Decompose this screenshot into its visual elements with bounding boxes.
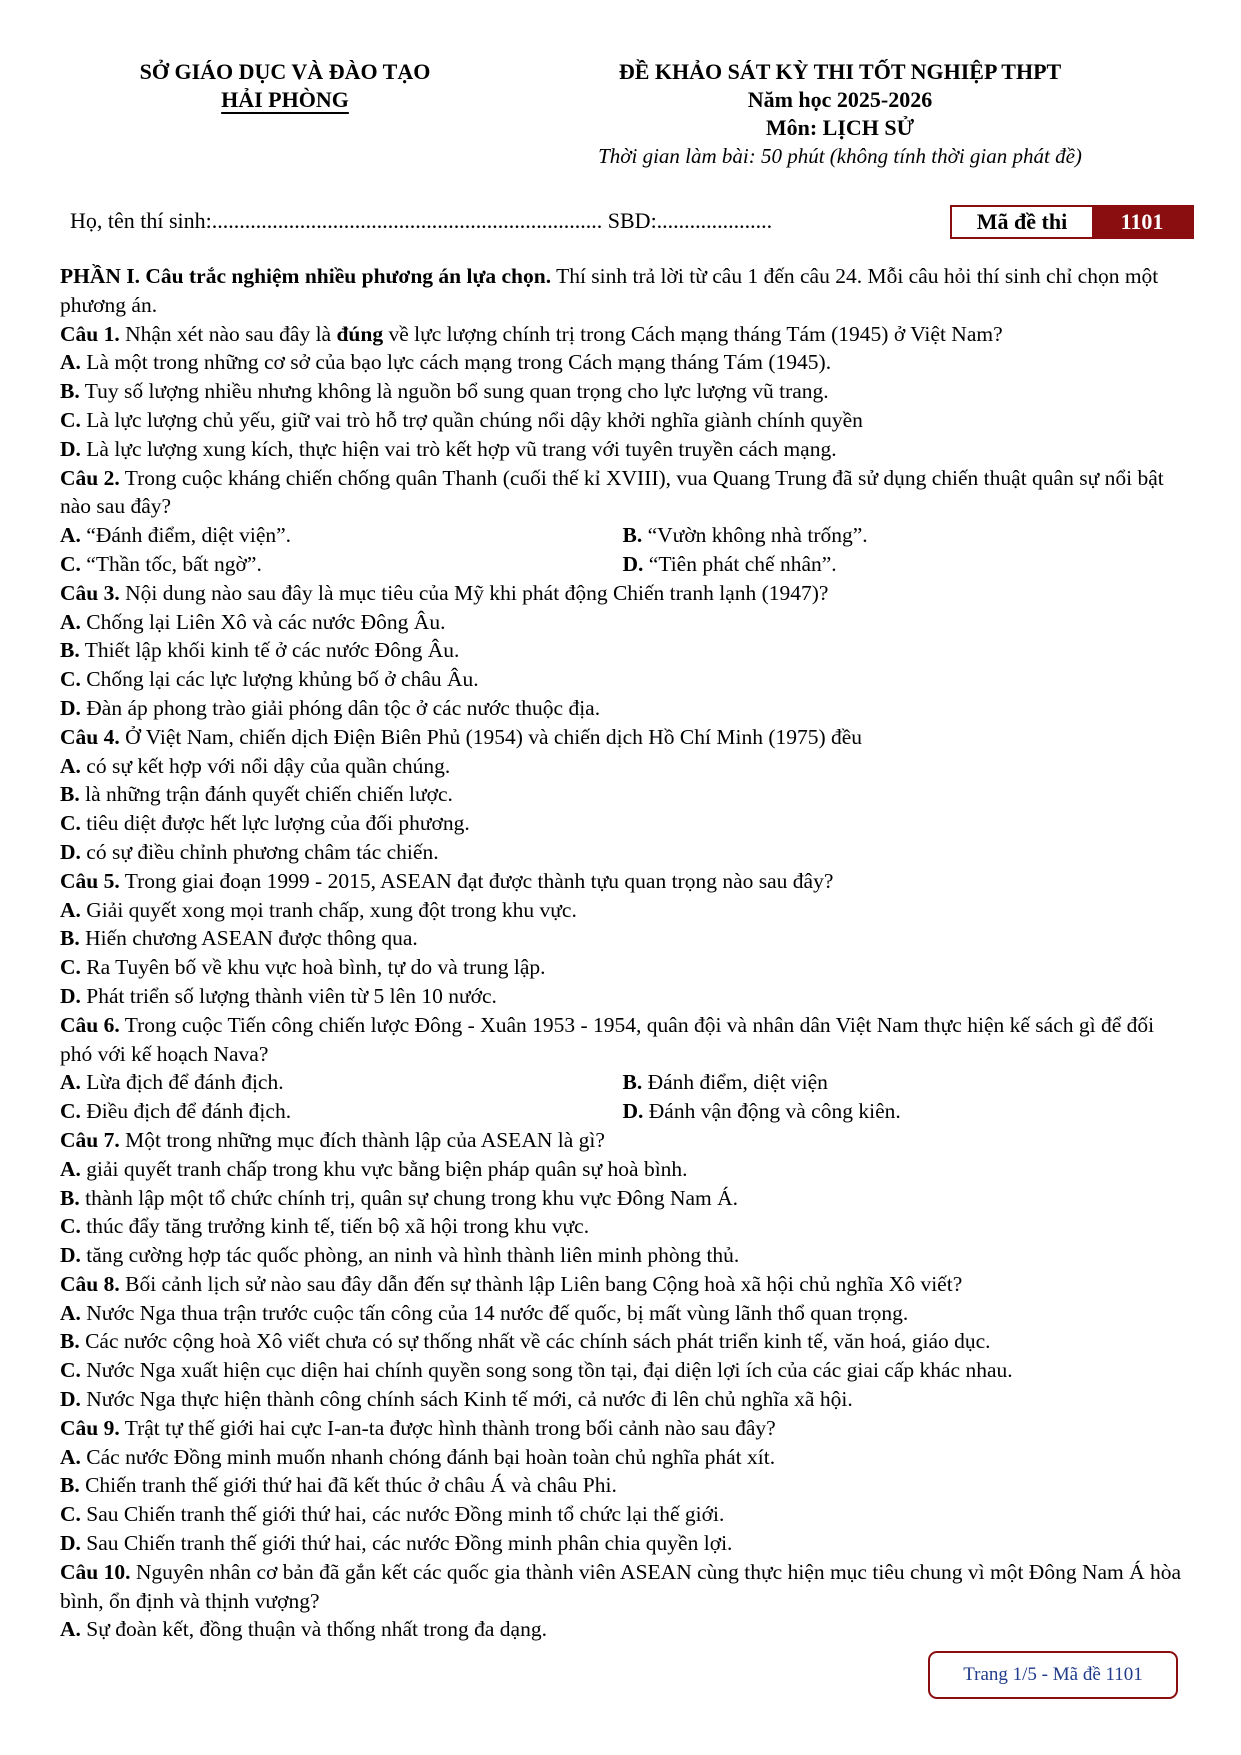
question-text: Bối cảnh lịch sử nào sau đây dẫn đến sự thành lập Liên bang Cộng hoà xã hội chủ nghĩa Xô viết?: [119, 1271, 963, 1296]
question-text: về lực lượng chính trị trong Cách mạng tháng Tám (1945) ở Việt Nam?: [383, 321, 1003, 346]
option-key: D.: [60, 1243, 81, 1268]
option: [60, 1385, 1185, 1414]
option-key: C.: [60, 811, 81, 836]
option-row: [60, 521, 1185, 550]
question-text: Trật tự thế giới hai cực I-an-ta được hình thành trong bối cảnh nào sau đây?: [119, 1415, 776, 1440]
option-text: Tuy số lượng nhiều nhưng không là nguồn bổ sung quan trọng cho lực lượng vũ trang.: [79, 379, 829, 404]
option-key: B.: [60, 1473, 80, 1498]
option: [60, 348, 1185, 377]
option-text: tăng cường hợp tác quốc phòng, an ninh và hình thành liên minh phòng thủ.: [80, 1243, 740, 1268]
option-text: Chống lại Liên Xô và các nước Đông Âu.: [80, 609, 446, 634]
option-key: D.: [60, 436, 81, 461]
option: [60, 1184, 1185, 1213]
option-key: A.: [60, 1617, 81, 1642]
option-text: thúc đẩy tăng trưởng kinh tế, tiến bộ xã hội trong khu vực.: [80, 1214, 590, 1239]
option: [60, 608, 1185, 637]
question-8: [60, 1270, 1185, 1299]
option: [60, 377, 1185, 406]
option-key: C.: [60, 667, 81, 692]
option-text: Nước Nga thực hiện thành công chính sách Kinh tế mới, cả nước đi lên chủ nghĩa xã hội.: [80, 1387, 853, 1412]
option-text: tiêu diệt được hết lực lượng của đối phương.: [80, 811, 470, 836]
option-text: thành lập một tổ chức chính trị, quân sự chung trong khu vực Đông Nam Á.: [79, 1185, 739, 1210]
option: [60, 1443, 1185, 1472]
option-key: B.: [622, 1070, 643, 1095]
option-row: [60, 550, 1185, 579]
option-text: Đàn áp phong trào giải phóng dân tộc ở các nước thuộc địa.: [80, 695, 601, 720]
exam-code-label: Mã đề thi: [952, 207, 1092, 237]
option-key: D.: [622, 551, 644, 576]
exam-header: [560, 58, 1120, 170]
candidate-info-line: Họ, tên thí sinh:....................................................................... SBD:.....................: [70, 208, 773, 233]
option: [60, 636, 1185, 665]
option-key: B.: [60, 638, 80, 663]
option: [60, 521, 623, 550]
option-key: B.: [60, 1329, 80, 1354]
option-row: [60, 1097, 1185, 1126]
option-text: Hiến chương ASEAN được thông qua.: [79, 926, 418, 951]
option-row: [60, 1068, 1185, 1097]
option-text: Nước Nga xuất hiện cục diện hai chính quyền song song tồn tại, đại diện lợi ích của các giai cấp khác nhau.: [80, 1358, 1013, 1383]
question-label: Câu 9.: [60, 1415, 120, 1440]
option-text: Chiến tranh thế giới thứ hai đã kết thúc ở châu Á và châu Phi.: [79, 1473, 617, 1498]
option-key: A.: [60, 1156, 81, 1181]
option-text: “Thần tốc, bất ngờ”.: [80, 551, 262, 576]
option-text: Đánh vận động và công kiên.: [643, 1099, 901, 1124]
option-text: có sự điều chỉnh phương châm tác chiến.: [80, 839, 439, 864]
question-text: Ở Việt Nam, chiến dịch Điện Biên Phủ (1954) và chiến dịch Hồ Chí Minh (1975) đều: [119, 724, 863, 749]
option-text: “Đánh điểm, diệt viện”.: [80, 523, 292, 548]
question-2: [60, 464, 1185, 522]
option: [60, 1299, 1185, 1328]
option-text: Sau Chiến tranh thế giới thứ hai, các nước Đồng minh phân chia quyền lợi.: [80, 1531, 733, 1556]
option-text: “Tiên phát chế nhân”.: [643, 551, 837, 576]
option-text: Sau Chiến tranh thế giới thứ hai, các nước Đồng minh tổ chức lại thế giới.: [80, 1502, 725, 1527]
option: [60, 1615, 1185, 1644]
option-text: có sự kết hợp với nổi dậy của quần chúng.: [80, 753, 451, 778]
department-city: HẢI PHÒNG: [221, 87, 349, 112]
question-label: Câu 1.: [60, 321, 120, 346]
department-header: [100, 58, 470, 114]
option: [60, 406, 1185, 435]
option: [60, 1155, 1185, 1184]
option-text: Là lực lượng chủ yếu, giữ vai trò hỗ trợ quần chúng nổi dậy khởi nghĩa giành chính quyền: [80, 407, 863, 432]
option: [623, 1068, 1186, 1097]
question-text: Trong cuộc kháng chiến chống quân Thanh (cuối thế kỉ XVIII), vua Quang Trung đã sử dụng chiến thuật quân sự nổi bật nào sau đây?: [60, 465, 1164, 519]
option-key: A.: [60, 523, 81, 548]
option-key: C.: [60, 407, 81, 432]
option: [60, 665, 1185, 694]
part-instruction-text: Thí sinh trả lời từ câu 1 đến câu 24. Mỗi câu hỏi thí sinh chỉ chọn một phương án.: [60, 264, 1159, 317]
option: [60, 550, 623, 579]
option-key: A.: [60, 1300, 81, 1325]
question-1: [60, 320, 1185, 349]
question-label: Câu 6.: [60, 1012, 120, 1037]
option: [60, 1529, 1185, 1558]
part-instruction: [60, 262, 1185, 320]
option-key: C.: [60, 955, 81, 980]
option-text: Phát triển số lượng thành viên từ 5 lên 10 nước.: [80, 983, 497, 1008]
option-text: Giải quyết xong mọi tranh chấp, xung đột trong khu vực.: [80, 897, 577, 922]
option-text: Lừa địch để đánh địch.: [80, 1070, 284, 1095]
option-text: Các nước Đồng minh muốn nhanh chóng đánh bại hoàn toàn chủ nghĩa phát xít.: [80, 1444, 776, 1469]
question-text: Trong cuộc Tiến công chiến lược Đông - Xuân 1953 - 1954, quân đội và nhân dân Việt Nam thực hiện kế sách gì để đối phó với kế hoạch Nava?: [60, 1012, 1155, 1066]
option-key: A.: [60, 1070, 81, 1095]
option-text: Là một trong những cơ sở của bạo lực cách mạng trong Cách mạng tháng Tám (1945).: [80, 350, 832, 375]
question-label: Câu 2.: [60, 465, 120, 490]
option-key: D.: [622, 1099, 644, 1124]
part-title: PHẦN I. Câu trắc nghiệm nhiều phương án lựa chọn.: [60, 264, 552, 288]
option-key: D.: [60, 839, 81, 864]
option: [60, 809, 1185, 838]
option-key: A.: [60, 609, 81, 634]
question-text: Nội dung nào sau đây là mục tiêu của Mỹ khi phát động Chiến tranh lạnh (1947)?: [119, 580, 829, 605]
option-text: là những trận đánh quyết chiến chiến lược.: [79, 782, 453, 807]
option: [60, 1241, 1185, 1270]
option-text: Là lực lượng xung kích, thực hiện vai trò kết hợp vũ trang với tuyên truyền cách mạng.: [80, 436, 837, 461]
time-note: Thời gian làm bài: 50 phút (không tính thời gian phát đề): [598, 144, 1082, 168]
option-text: Điều địch để đánh địch.: [80, 1099, 292, 1124]
option-key: B.: [60, 926, 80, 951]
option-text: giải quyết tranh chấp trong khu vực bằng biện pháp quân sự hoà bình.: [80, 1156, 688, 1181]
question-text: Nhận xét nào sau đây là: [119, 321, 337, 346]
question-emphasis: đúng: [336, 321, 384, 346]
option-key: B.: [60, 782, 80, 807]
option-text: Ra Tuyên bố về khu vực hoà bình, tự do và trung lập.: [80, 955, 546, 980]
option-text: Nước Nga thua trận trước cuộc tấn công của 14 nước đế quốc, bị mất vùng lãnh thổ quan trọng.: [80, 1300, 909, 1325]
option-text: Chống lại các lực lượng khủng bố ở châu Âu.: [80, 667, 479, 692]
option: [60, 1068, 623, 1097]
option-key: A.: [60, 897, 81, 922]
option-text: Thiết lập khối kinh tế ở các nước Đông Âu.: [79, 638, 460, 663]
question-label: Câu 8.: [60, 1271, 120, 1296]
question-3: [60, 579, 1185, 608]
department-name: SỞ GIÁO DỤC VÀ ĐÀO TẠO: [139, 59, 431, 84]
option: [60, 1356, 1185, 1385]
option-text: Sự đoàn kết, đồng thuận và thống nhất trong đa dạng.: [80, 1617, 547, 1642]
question-label: Câu 7.: [60, 1127, 120, 1152]
option: [60, 838, 1185, 867]
option-text: Đánh điểm, diệt viện: [642, 1070, 828, 1095]
question-label: Câu 3.: [60, 580, 120, 605]
option: [623, 521, 1186, 550]
option-key: A.: [60, 1444, 81, 1469]
question-label: Câu 5.: [60, 868, 120, 893]
question-text: Một trong những mục đích thành lập của ASEAN là gì?: [119, 1127, 605, 1152]
option-key: C.: [60, 1214, 81, 1239]
option-key: D.: [60, 1531, 81, 1556]
option: [60, 694, 1185, 723]
exam-code-value: 1101: [1092, 207, 1192, 237]
option-key: A.: [60, 350, 81, 375]
option: [623, 1097, 1186, 1126]
option-key: B.: [622, 523, 643, 548]
option: [60, 1097, 623, 1126]
question-label: Câu 10.: [60, 1559, 131, 1584]
question-9: [60, 1414, 1185, 1443]
option: [60, 896, 1185, 925]
option: [60, 1212, 1185, 1241]
option-key: B.: [60, 1185, 80, 1210]
question-7: [60, 1126, 1185, 1155]
option: [60, 780, 1185, 809]
option: [623, 550, 1186, 579]
option: [60, 924, 1185, 953]
exam-code-box: [950, 205, 1194, 239]
option: [60, 1500, 1185, 1529]
option-key: D.: [60, 695, 81, 720]
option-key: A.: [60, 753, 81, 778]
question-6: [60, 1011, 1185, 1069]
exam-content: [60, 262, 1185, 1644]
page-footer: Trang 1/5 - Mã đề 1101: [928, 1651, 1178, 1699]
option-text: Các nước cộng hoà Xô viết chưa có sự thống nhất về các chính sách phát triển kinh tế, văn hoá, giáo dục.: [79, 1329, 991, 1354]
option: [60, 435, 1185, 464]
question-text: Nguyên nhân cơ bản đã gắn kết các quốc gia thành viên ASEAN cùng thực hiện mục tiêu chung vì một Đông Nam Á hòa bình, ổn định và thịnh vượng?: [60, 1559, 1182, 1613]
option-text: “Vườn không nhà trống”.: [642, 523, 868, 548]
option-key: C.: [60, 1099, 81, 1124]
option: [60, 1327, 1185, 1356]
option: [60, 982, 1185, 1011]
option-key: C.: [60, 551, 81, 576]
question-10: [60, 1558, 1185, 1616]
option: [60, 752, 1185, 781]
question-label: Câu 4.: [60, 724, 120, 749]
option-key: C.: [60, 1358, 81, 1383]
option: [60, 953, 1185, 982]
option-key: D.: [60, 983, 81, 1008]
option-key: D.: [60, 1387, 81, 1412]
option-key: C.: [60, 1502, 81, 1527]
exam-title: ĐỀ KHẢO SÁT KỲ THI TỐT NGHIỆP THPT: [618, 59, 1062, 84]
question-text: Trong giai đoạn 1999 - 2015, ASEAN đạt được thành tựu quan trọng nào sau đây?: [119, 868, 834, 893]
question-4: [60, 723, 1185, 752]
question-5: [60, 867, 1185, 896]
option-key: B.: [60, 379, 80, 404]
subject: Môn: LỊCH SỬ: [765, 115, 915, 140]
school-year: Năm học 2025-2026: [747, 87, 933, 112]
option: [60, 1471, 1185, 1500]
